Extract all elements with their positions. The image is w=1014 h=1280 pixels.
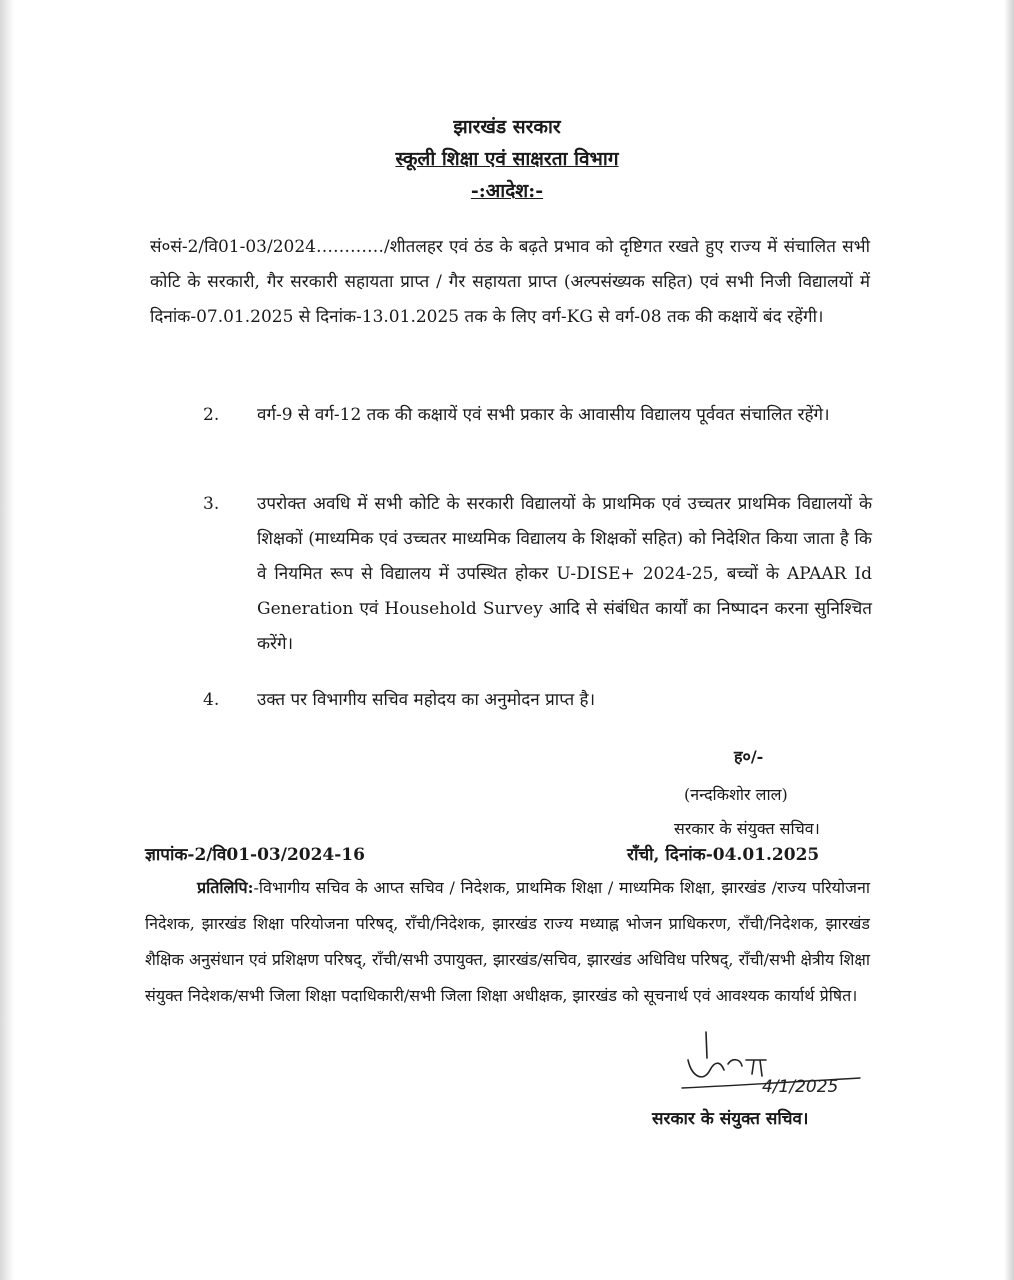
copy-label: प्रतिलिपि: (197, 878, 254, 897)
handwritten-signature (670, 1030, 870, 1110)
signed-mark: ह०/- (734, 747, 764, 766)
copy-distribution-paragraph (145, 870, 870, 1014)
item-text: उक्त पर विभागीय सचिव महोदय का अनुमोदन प्राप्त है। (257, 690, 596, 710)
item-number: 3. (203, 494, 220, 514)
order-paragraph-1: सं०सं-2/वि01-03/2024…………/शीतलहर एवं ठंड के बढ़ते प्रभाव को दृष्टिगत रखते हुए राज्य में संचालित सभी कोटि के सरकारी, गैर सरकारी सहायता प्राप्त / गैर सहायता प्राप्त (अल्पसंख्यक सहित) एवं सभी निजी विद्यालयों में दिनांक-07.01.2025 से दिनांक-13.01.2025 तक के लिए वर्ग-KG से वर्ग-08 तक की कक्षायें बंद रहेंगी। (150, 237, 870, 327)
handwritten-date: 4/1/2025 (762, 1077, 839, 1097)
memo-place-date: राँची, दिनांक-04.01.2025 (627, 845, 820, 865)
signatory-name: (नन्दकिशोर लाल) (684, 785, 788, 804)
item-number: 4. (203, 690, 220, 710)
item-text: उपरोक्त अवधि में सभी कोटि के सरकारी विद्यालयों के प्राथमिक एवं उच्चतर प्राथमिक विद्यालयों के शिक्षकों (माध्यमिक एवं उच्चतर माध्यमिक विद्यालय के शिक्षकों सहित) को निदेशित किया जाता है कि वे नियमित रूप से विद्यालय में उपस्थित होकर U-DISE+ 2024-25, बच्चों के APAAR Id Generation एवं Household Survey आदि से संबंधित कार्यों का निष्पादन करना सुनिश्चित करेंगे। (257, 494, 872, 654)
item-text: वर्ग-9 से वर्ग-12 तक की कक्षायें एवं सभी प्रकार के आवासीय विद्यालय पूर्ववत संचालित रहेंगे। (257, 405, 830, 425)
signatory-designation: सरकार के संयुक्त सचिव। (674, 819, 820, 838)
copy-text: -विभागीय सचिव के आप्त सचिव / निदेशक, प्राथमिक शिक्षा / माध्यमिक शिक्षा, झारखंड /राज्य परियोजना निदेशक, झारखंड शिक्षा परियोजना परिषद्, राँची/निदेशक, झारखंड राज्य मध्याह्न भोजन प्राधिकरण, राँची/निदेशक, झारखंड शैक्षिक अनुसंधान एवं प्रशिक्षण परिषद्, राँची/सभी उपायुक्त, झारखंड/सचिव, झारखंड अधिविध परिषद्, राँची/सभी क्षेत्रीय शिक्षा संयुक्त निदेशक/सभी जिला शिक्षा पदाधिकारी/सभी जिला शिक्षा अधीक्षक, झारखंड को सूचनार्थ एवं आवश्यक कार्यार्थ प्रेषित। (145, 878, 870, 1005)
order-title: -:आदेश:- (470, 180, 544, 202)
department-heading: स्कूली शिक्षा एवं साक्षरता विभाग (395, 148, 619, 170)
govt-heading: झारखंड सरकार (453, 116, 561, 138)
item-number: 2. (203, 405, 220, 425)
memo-number: ज्ञापांक-2/वि01-03/2024-16 (145, 845, 365, 865)
final-designation: सरकार के संयुक्त सचिव। (652, 1109, 809, 1129)
